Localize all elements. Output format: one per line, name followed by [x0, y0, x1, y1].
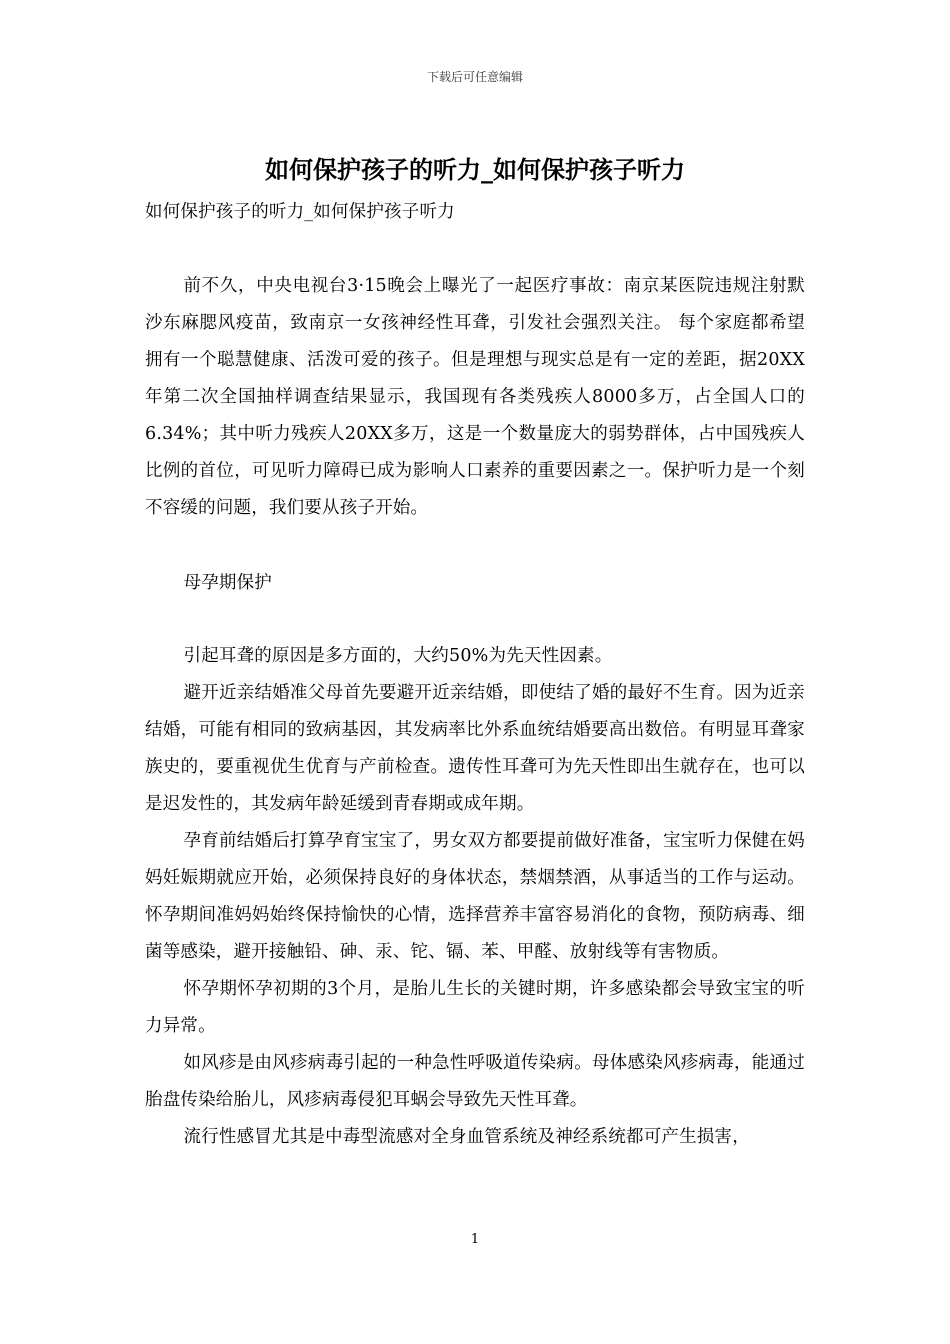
document-title: 如何保护孩子的听力_如何保护孩子听力: [265, 155, 685, 184]
page-number: 1: [470, 1232, 480, 1247]
section-heading: 母孕期保护: [183, 573, 272, 593]
page-header: 下载后可任意编辑: [426, 70, 523, 84]
intro-block: [145, 268, 805, 527]
paragraph-1: 引起耳聋的原因是多方面的，大约50%为先天性因素。: [183, 646, 613, 666]
intro-paragraph: 前不久，中央电视台3·15晚会上曝光了一起医疗事故：南京某医院违规注射默沙东麻腮风疫苗，致南京一女孩神经性耳聋，引发社会强烈关注。 每个家庭都希望拥有一个聪慧健康、活泼可爱的孩子。但是理想与现实总是有一定的差距，据20XX年第二次全国抽样调查结果显示，我国现有各类残疾人8000多万，占全国人口的6.34%；其中听力残疾人20XX多万，这是一个数量庞大的弱势群体，占中国残疾人比例的首位，可见听力障碍已成为影响人口素养的重要因素之一。保护听力是一个刻不容缓的问题，我们要从孩子开始。: [145, 276, 805, 518]
section-body: [145, 638, 805, 1156]
paragraph-5: 如风疹是由风疹病毒引起的一种急性呼吸道传染病。母体感染风疹病毒，能通过胎盘传染给胎儿，风疹病毒侵犯耳蜗会导致先天性耳聋。: [145, 1053, 805, 1110]
paragraph-3: 孕育前结婚后打算孕育宝宝了，男女双方都要提前做好准备，宝宝听力保健在妈妈妊娠期就应开始，必须保持良好的身体状态，禁烟禁酒，从事适当的工作与运动。怀孕期间准妈妈始终保持愉快的心情，选择营养丰富容易消化的食物，预防病毒、细菌等感染，避开接触铅、砷、汞、铊、镉、苯、甲醛、放射线等有害物质。: [145, 831, 805, 962]
paragraph-4: 怀孕期怀孕初期的3个月，是胎儿生长的关键时期，许多感染都会导致宝宝的听力异常。: [145, 979, 805, 1036]
paragraph-2: 避开近亲结婚准父母首先要避开近亲结婚，即使结了婚的最好不生育。因为近亲结婚，可能有相同的致病基因，其发病率比外系血统结婚要高出数倍。有明显耳聋家族史的，要重视优生优育与产前检查。遗传性耳聋可为先天性即出生就存在，也可以是迟发性的，其发病年龄延缓到青春期或成年期。: [145, 683, 805, 814]
paragraph-6: 流行性感冒尤其是中毒型流感对全身血管系统及神经系统都可产生损害，: [183, 1127, 750, 1147]
document-subtitle: 如何保护孩子的听力_如何保护孩子听力: [145, 202, 455, 222]
section-heading-block: [145, 565, 805, 602]
